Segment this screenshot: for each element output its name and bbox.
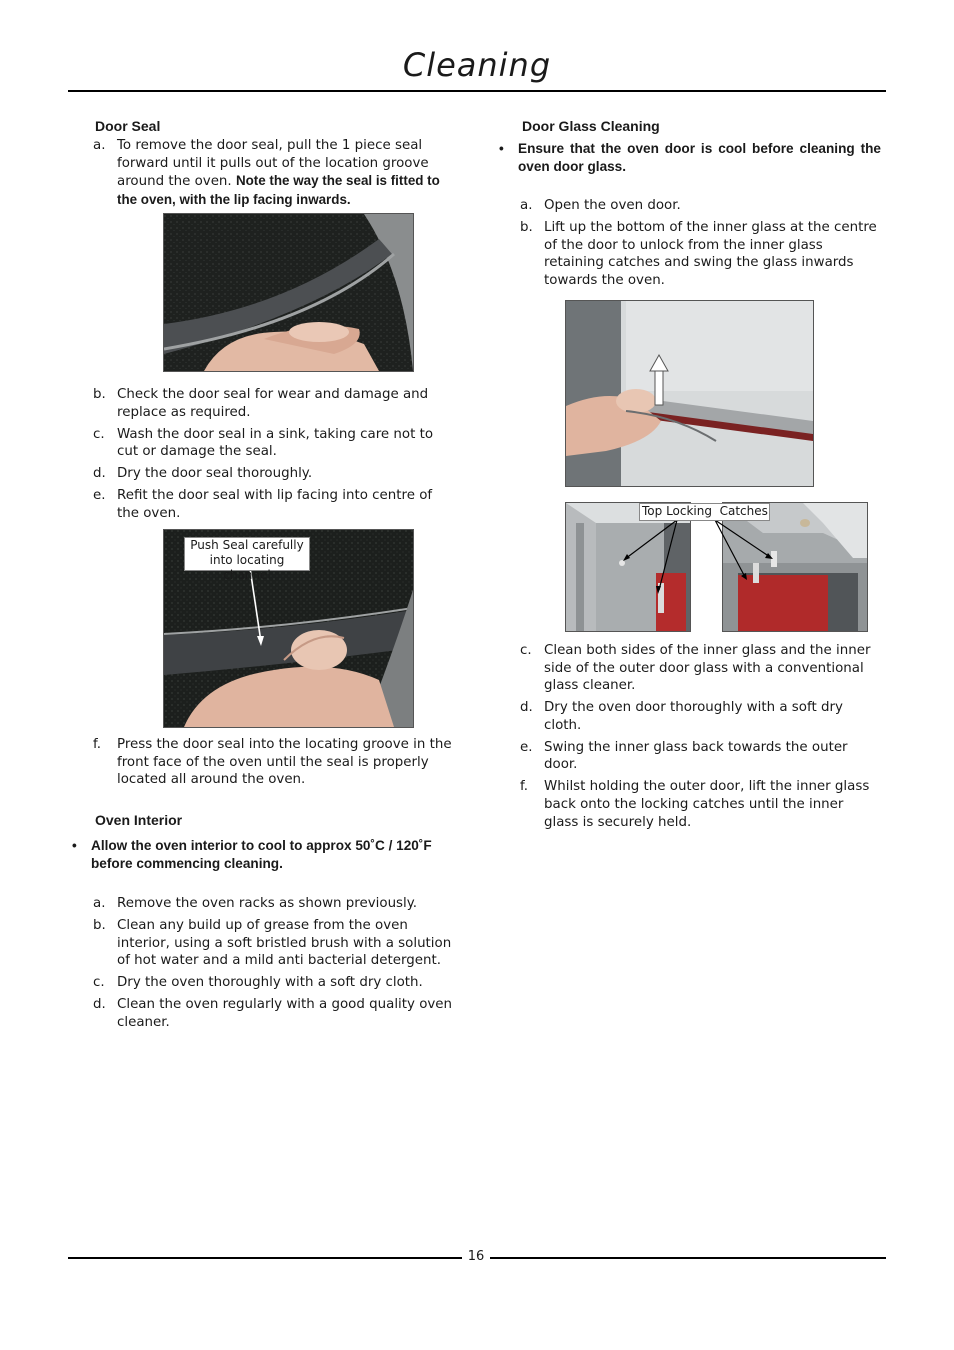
- step-label: c.: [520, 643, 532, 658]
- bullet-text: Allow the oven interior to cool to approx 50˚C / 120˚F before commencing cleaning.: [91, 838, 432, 871]
- step-text: Wash the door seal in a sink, taking care not to cut or damage the seal.: [117, 426, 434, 460]
- step-label: e.: [520, 739, 533, 755]
- door-glass-steps-c-f: [520, 642, 882, 831]
- warning-bullet: [72, 837, 432, 873]
- step-text: Clean both sides of the inner glass and the inner side of the outer door glass with a conventional glass cleaner.: [544, 643, 871, 694]
- step-text: Open the oven door.: [544, 198, 681, 213]
- list-item: [93, 974, 455, 992]
- step-text: Swing the inner glass back towards the outer door.: [544, 739, 848, 773]
- door-glass-heading-wrap: [522, 118, 882, 134]
- step-label: a.: [93, 896, 106, 911]
- header-rule: [68, 90, 886, 92]
- list-item: [93, 917, 455, 970]
- step-label: a.: [520, 198, 533, 213]
- step-text: Dry the oven thoroughly with a soft dry cloth.: [117, 975, 423, 991]
- door-seal-heading: Door Seal: [95, 118, 161, 134]
- list-item: [520, 778, 882, 831]
- door-glass-steps-a-b: [520, 197, 882, 289]
- door-glass-bullet-wrap: [499, 140, 881, 176]
- list-item: [93, 386, 455, 421]
- bullet-icon: •: [72, 838, 77, 853]
- step-label: b.: [520, 219, 533, 235]
- step-label: c.: [93, 426, 105, 442]
- oven-interior-heading-wrap: [95, 812, 455, 828]
- photo-lift-inner-glass: [565, 300, 814, 487]
- footer-rule-left: [68, 1257, 462, 1259]
- step-text: Whilst holding the outer door, lift the inner glass back onto the locking catches until the inner glass is securely held.: [544, 779, 870, 830]
- step-text: Refit the door seal with lip facing into centre of the oven.: [117, 488, 433, 521]
- list-item: [93, 895, 455, 913]
- step-label: f.: [93, 737, 101, 752]
- list-item: [93, 137, 455, 209]
- list-item: [520, 642, 882, 695]
- list-item: [93, 426, 455, 461]
- step-text: Press the door seal into the locating groove in the front face of the oven until the seal is properly located all around the oven.: [117, 737, 452, 788]
- step-label: e.: [93, 488, 106, 504]
- page-number: 16: [467, 1249, 485, 1264]
- step-label: b.: [93, 917, 106, 933]
- step-text: Lift up the bottom of the inner glass at the centre of the door to unlock from the inner glass retaining catches and swing the glass inwards towards the oven.: [544, 219, 877, 288]
- list-item: [93, 736, 455, 789]
- catch-pointer-arrows: [565, 502, 867, 632]
- step-label: d.: [93, 466, 106, 482]
- list-item: [520, 219, 882, 289]
- list-item: [93, 996, 455, 1031]
- step-text: Dry the door seal thoroughly.: [117, 466, 313, 482]
- oven-interior-bullet-wrap: [72, 837, 432, 873]
- photo-seal-removal: [163, 213, 414, 372]
- door-seal-heading-wrap: [95, 118, 455, 134]
- list-item: [520, 197, 882, 215]
- seal-callout: Push Seal carefully into locating channel: [184, 537, 310, 571]
- step-text: Clean the oven regularly with a good quality oven cleaner.: [117, 997, 453, 1030]
- step-text: To remove the door seal, pull the 1 piece seal forward until it pulls out of the location groove around the oven.: [117, 138, 429, 190]
- step-label: d.: [93, 997, 106, 1013]
- door-seal-steps-b-e: [93, 386, 455, 522]
- step-label: d.: [520, 700, 533, 716]
- step-text: Dry the oven door thoroughly with a soft dry cloth.: [544, 700, 843, 733]
- door-seal-step-a: [93, 137, 455, 209]
- footer-rule-right: [490, 1257, 886, 1259]
- oven-interior-heading: Oven Interior: [95, 812, 183, 828]
- step-label: b.: [93, 387, 106, 402]
- step-label: a.: [93, 138, 106, 153]
- step-label: c.: [93, 975, 105, 991]
- oven-interior-steps: [93, 895, 455, 1031]
- step-bold-note: Note the way the seal is fitted to the oven, with the lip facing inwards.: [117, 173, 440, 207]
- door-seal-step-f: [93, 736, 455, 789]
- list-item: [520, 699, 882, 734]
- step-text: Remove the oven racks as shown previously.: [117, 896, 418, 911]
- list-item: [93, 487, 455, 522]
- step-label: f.: [520, 779, 528, 795]
- step-text: Check the door seal for wear and damage and replace as required.: [117, 387, 429, 420]
- door-glass-heading: Door Glass Cleaning: [522, 118, 660, 134]
- warning-bullet: [499, 140, 881, 176]
- bullet-icon: •: [499, 141, 504, 156]
- list-item: [520, 739, 882, 774]
- page-title: Cleaning: [402, 46, 552, 84]
- bullet-text: Ensure that the oven door is cool before cleaning the oven door glass.: [518, 141, 881, 174]
- list-item: [93, 465, 455, 483]
- step-text: Clean any build up of grease from the oven interior, using a soft bristled brush with a solution of hot water and a mild anti bacterial detergent.: [117, 917, 452, 969]
- catches-callout: Top Locking Catches: [639, 503, 770, 521]
